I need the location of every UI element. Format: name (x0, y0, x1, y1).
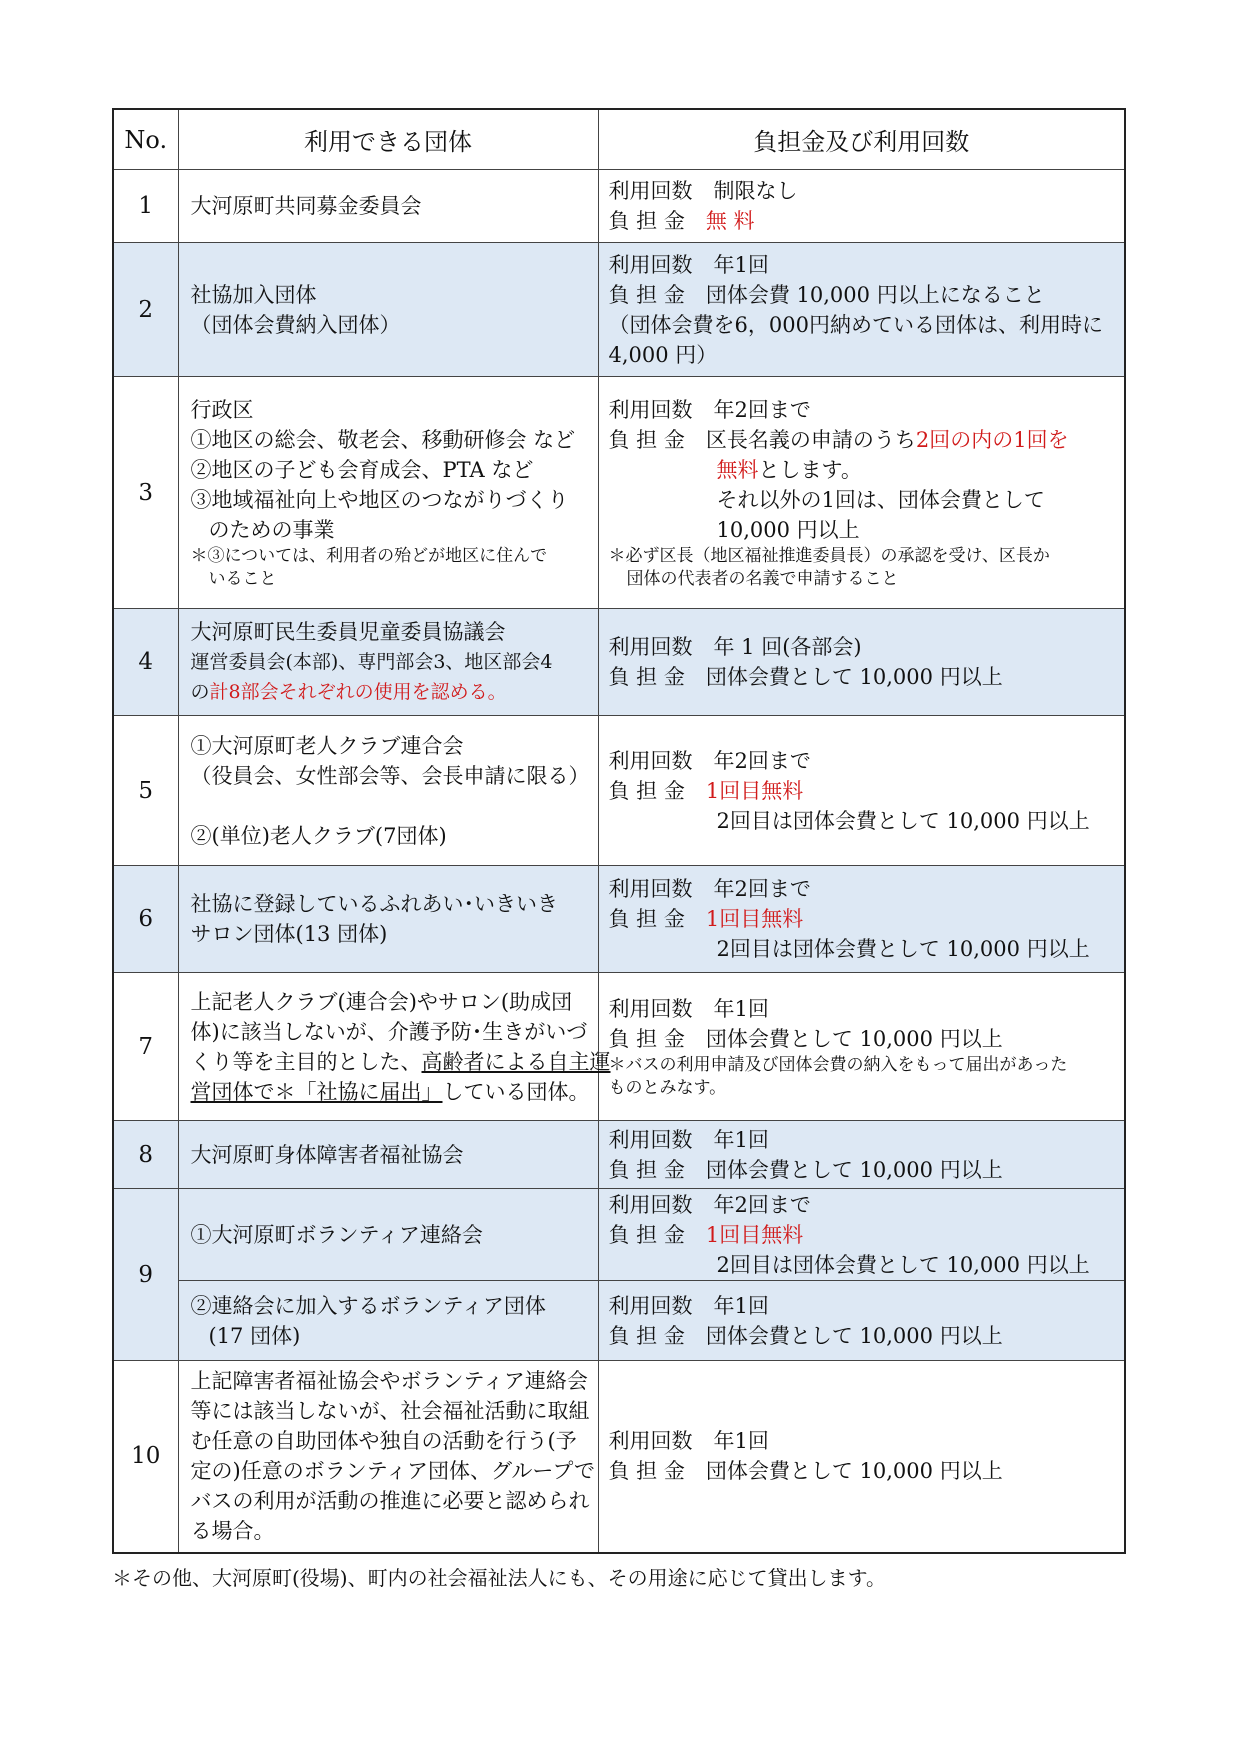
fee-cell (598, 1281, 1125, 1361)
fee-value: 団体会費として 10,000 円以上 (705, 1157, 1003, 1182)
fee-cell (598, 609, 1125, 716)
org-line: 行政区 (190, 397, 254, 422)
row-number: 2 (113, 243, 178, 377)
table-row (113, 973, 1125, 1121)
fee-cell (598, 243, 1125, 377)
fee-count: 利用回数 年1回 (608, 1293, 769, 1318)
fee-count: 利用回数 年2回まで (608, 748, 811, 773)
table-row (113, 866, 1125, 973)
fee-label: 負 担 金 (608, 209, 685, 233)
fee-label: 負 担 金 (608, 282, 685, 307)
table-row (113, 243, 1125, 377)
org-line: 等には該当しないが、社会福祉活動に取組 (190, 1399, 590, 1424)
table-row (113, 377, 1125, 609)
fee-value: 団体会費として 10,000 円以上 (705, 665, 1003, 689)
org-line: 社協加入団体 (190, 282, 317, 307)
fee-value: 区長名義の申請のうち (705, 427, 916, 452)
table-row (113, 716, 1125, 866)
table-row (113, 1281, 1125, 1361)
fee-value: 団体会費として 10,000 円以上 (705, 1459, 1003, 1484)
fee-note: ＊バスの利用申請及び団体会費の納入をもって届出があった (608, 1054, 1068, 1075)
fee-cell (598, 1189, 1125, 1281)
fee-cell (598, 377, 1125, 609)
fee-value: 2回目は団体会費として 10,000 円以上 (716, 808, 1090, 833)
org-line: バスの利用が活動の推進に必要と認められ (190, 1489, 590, 1514)
org-line-underlined: 高齢者による自主運 (421, 1049, 611, 1074)
fee-count: 利用回数 年1回 (608, 1127, 769, 1152)
fee-label: 負 担 金 (608, 1459, 685, 1484)
table-row (113, 609, 1125, 716)
header-org: 利用できる団体 (178, 109, 598, 170)
org-cell (178, 866, 598, 973)
fee-label: 負 担 金 (608, 1323, 685, 1348)
fee-count: 利用回数 年2回まで (608, 1192, 811, 1217)
org-cell (178, 1281, 598, 1361)
org-line: 上記老人クラブ(連合会)やサロン(助成団 (190, 989, 573, 1014)
org-line: ②地区の子ども会育成会、PTA など (190, 457, 534, 482)
org-line-underlined: 営団体で＊「社協に届出」 (190, 1079, 443, 1104)
org-line: ①地区の総会、敬老会、移動研修会 など (190, 427, 576, 452)
org-line: 社協に登録しているふれあい･いきいき (190, 892, 558, 916)
org-note: いること (208, 568, 277, 589)
table-row (113, 1361, 1125, 1553)
fee-value: それ以外の1回は、団体会費として (716, 487, 1045, 512)
table-row (113, 1121, 1125, 1189)
fee-note: 4,000 円） (608, 342, 718, 367)
org-cell (178, 716, 598, 866)
fee-value: 団体会費として 10,000 円以上 (705, 1026, 1003, 1051)
org-line: る場合。 (190, 1519, 275, 1544)
org-line: ②(単位)老人クラブ(7団体) (190, 823, 447, 848)
header-no: No. (113, 109, 178, 170)
org-line: くり等を主目的とした、 (190, 1049, 422, 1074)
header-fee: 負担金及び利用回数 (598, 109, 1125, 170)
org-line: のための事業 (208, 517, 335, 542)
org-line: ①大河原町老人クラブ連合会 (190, 733, 464, 758)
fee-value: とします。 (758, 457, 862, 482)
org-line: している団体。 (442, 1079, 590, 1104)
fee-label: 負 担 金 (608, 665, 685, 689)
org-line: （団体会費納入団体） (190, 312, 401, 337)
fee-count: 利用回数 制限なし (608, 179, 798, 203)
org-cell: ①大河原町ボランティア連絡会 (178, 1189, 598, 1281)
row-number: 6 (113, 866, 178, 973)
row-number: 9 (113, 1189, 178, 1361)
fee-value-emphasis: 無料 (716, 457, 759, 482)
row-number: 7 (113, 973, 178, 1121)
org-line: 定の)任意のボランティア団体、グループで (190, 1459, 595, 1484)
fee-value: 団体会費として 10,000 円以上 (705, 1323, 1003, 1348)
fee-cell (598, 170, 1125, 243)
row-number: 4 (113, 609, 178, 716)
fee-note: 団体の代表者の名義で申請すること (626, 568, 899, 589)
footnote: ＊その他、大河原町(役場)、町内の社会福祉法人にも、その用途に応じて貸出します。 (112, 1566, 887, 1590)
fee-count: 利用回数 年2回まで (608, 397, 811, 422)
table-header-row (113, 109, 1125, 170)
fee-label: 負 担 金 (608, 1222, 685, 1247)
fee-count: 利用回数 年1回 (608, 252, 769, 277)
fee-count: 利用回数 年1回 (608, 996, 769, 1021)
org-cell (178, 377, 598, 609)
fee-value-emphasis: 1回目無料 (705, 778, 804, 803)
fee-label: 負 担 金 (608, 1026, 685, 1051)
fee-cell (598, 716, 1125, 866)
fee-value: 2回目は団体会費として 10,000 円以上 (716, 937, 1090, 961)
fee-cell (598, 1121, 1125, 1189)
row-number: 10 (113, 1361, 178, 1553)
org-cell (178, 1361, 598, 1553)
fee-cell (598, 866, 1125, 973)
org-line: サロン団体(13 団体) (190, 922, 388, 946)
fee-value: 2回目は団体会費として 10,000 円以上 (716, 1252, 1090, 1277)
usage-table (112, 108, 1126, 1554)
fee-cell (598, 1361, 1125, 1553)
row-number: 3 (113, 377, 178, 609)
fee-count: 利用回数 年2回まで (608, 877, 811, 901)
fee-label: 負 担 金 (608, 778, 685, 803)
fee-value: 無 料 (705, 209, 755, 233)
fee-cell (598, 973, 1125, 1121)
org-cell (178, 609, 598, 716)
org-line: ③地域福祉向上や地区のつながりづくり (190, 487, 569, 512)
org-line: 大河原町民生委員児童委員協議会 (190, 620, 506, 644)
org-line: 体)に該当しないが、介護予防･生きがいづ (190, 1019, 588, 1044)
org-line: ②連絡会に加入するボランティア団体 (190, 1293, 546, 1318)
org-cell: 大河原町身体障害者福祉協会 (178, 1121, 598, 1189)
org-line: 上記障害者福祉協会やボランティア連絡会 (190, 1369, 588, 1394)
org-line: む任意の自助団体や独自の活動を行う(予 (190, 1429, 577, 1454)
fee-value-emphasis: 1回目無料 (705, 1222, 804, 1247)
org-cell (178, 973, 611, 1121)
fee-note: （団体会費を6，000円納めている団体は、利用時に (608, 312, 1103, 337)
org-line: 運営委員会(本部)、専門部会3、地区部会4 (190, 651, 553, 673)
table-row (113, 1189, 1125, 1281)
org-note: ＊③については、利用者の殆どが地区に住んで (190, 545, 548, 566)
fee-value: 団体会費 10,000 円以上になること (705, 282, 1045, 307)
fee-count: 利用回数 年 1 回(各部会) (608, 635, 862, 659)
row-number: 1 (113, 170, 178, 243)
fee-label: 負 担 金 (608, 427, 685, 452)
table-row (113, 170, 1125, 243)
fee-note: ものとみなす。 (608, 1077, 727, 1098)
org-line-emphasis: 計8部会それぞれの使用を認める。 (209, 681, 507, 703)
fee-count: 利用回数 年1回 (608, 1429, 769, 1454)
fee-note: ＊必ず区長（地区福祉推進委員長）の承認を受け、区長か (608, 545, 1050, 566)
org-cell (178, 243, 598, 377)
fee-value-emphasis: 1回目無料 (705, 907, 804, 931)
fee-value-emphasis: 2回の内の1回を (915, 427, 1069, 452)
fee-label: 負 担 金 (608, 907, 685, 931)
fee-value: 10,000 円以上 (716, 517, 860, 542)
org-line: (17 団体) (208, 1323, 301, 1348)
org-cell: 大河原町共同募金委員会 (178, 170, 598, 243)
org-line: （役員会、女性部会等、会長申請に限る） (190, 763, 590, 788)
row-number: 8 (113, 1121, 178, 1189)
fee-label: 負 担 金 (608, 1157, 685, 1182)
row-number: 5 (113, 716, 178, 866)
org-line: の (190, 681, 210, 703)
